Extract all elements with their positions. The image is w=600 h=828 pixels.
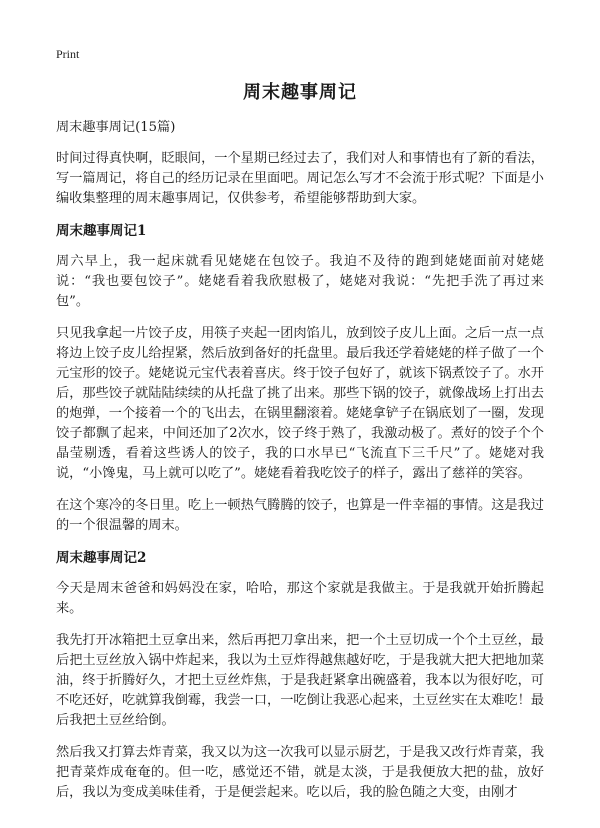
paragraph: 我先打开冰箱把土豆拿出来，然后再把刀拿出来，把一个土豆切成一个个土豆丝，最后把土豆丝放入锅中炸起来，我以为土豆炸得越焦越好吃，于是我就大把大把地加菜油，终于折腾好久，才把土豆丝炸焦，于是我赶紧拿出碗盛着，我本以为很好吃，可不吃还好，吃就算我倒霉，我尝一口，一吃倒让我恶心起来，土豆丝实在太难吃！最后我把土豆丝给倒。	[56, 633, 544, 728]
page-title: 周末趣事周记	[243, 82, 357, 103]
paragraph: 今天是周末爸爸和妈妈没在家，哈哈，那这个家就是我做主。于是我就开始折腾起来。	[56, 581, 544, 616]
intro-paragraph: 时间过得真快啊，眨眼间，一个星期已经过去了，我们对人和事情也有了新的看法，写一篇周记，将自己的经历记录在里面吧。周记怎么写才不会流于形式呢？下面是小编收集整理的周末趣事周记，仅供参考，希望能够帮助到大家。	[56, 151, 544, 206]
document-body	[56, 118, 544, 815]
paragraph: 在这个寒冷的冬日里。吃上一顿热气腾腾的饺子，也算是一件幸福的事情。这是我过的一个很温馨的周末。	[56, 498, 544, 533]
section-2	[56, 548, 544, 803]
section-1	[56, 221, 544, 536]
section-heading: 周末趣事周记2	[56, 550, 147, 566]
document-subtitle: 周末趣事周记(15篇)	[56, 120, 176, 135]
print-link[interactable]: Print	[56, 47, 80, 61]
paragraph: 周六早上，我一起床就看见姥姥在包饺子。我迫不及待的跑到姥姥面前对姥姥说：“我也要包饺子”。姥姥看着我欣慰极了，姥姥对我说：“先把手洗了再过来包”。	[56, 254, 544, 309]
section-heading: 周末趣事周记1	[56, 223, 147, 239]
paragraph: 只见我拿起一片饺子皮，用筷子夹起一团肉馅儿，放到饺子皮儿上面。之后一点一点将边上饺子皮儿给捏紧，然后放到备好的托盘里。最后我还学着姥姥的样子做了一个元宝形的饺子。姥姥说元宝代表着喜庆。终于饺子包好了，就该下锅煮饺子了。水开后，那些饺子就陆陆续续的从托盘了挑了出来。那些下锅的饺子，就像战场上打出去的炮弹，一个接着一个的飞出去，在锅里翻滚着。姥姥拿铲子在锅底划了一圈，发现饺子都飘了起来，中间还加了2次水，饺子终于熟了，我激动极了。煮好的饺子个个晶莹剔透，看着这些诱人的饺子，我的口水早已“飞流直下三千尺”了。姥姥对我说，“小馋鬼，马上就可以吃了”。姥姥看着我吃饺子的样子，露出了慈祥的笑容。	[56, 326, 544, 481]
paragraph: 然后我又打算去炸青菜，我又以为这一次我可以显示厨艺，于是我又改行炸青菜，我把青菜炸成奄奄的。但一吃，感觉还不错，就是太淡，于是我便放大把的盐，放好后，我以为变成美味佳肴，于是便尝起来。吃以后，我的脸色随之大变，由刚才	[56, 745, 544, 800]
